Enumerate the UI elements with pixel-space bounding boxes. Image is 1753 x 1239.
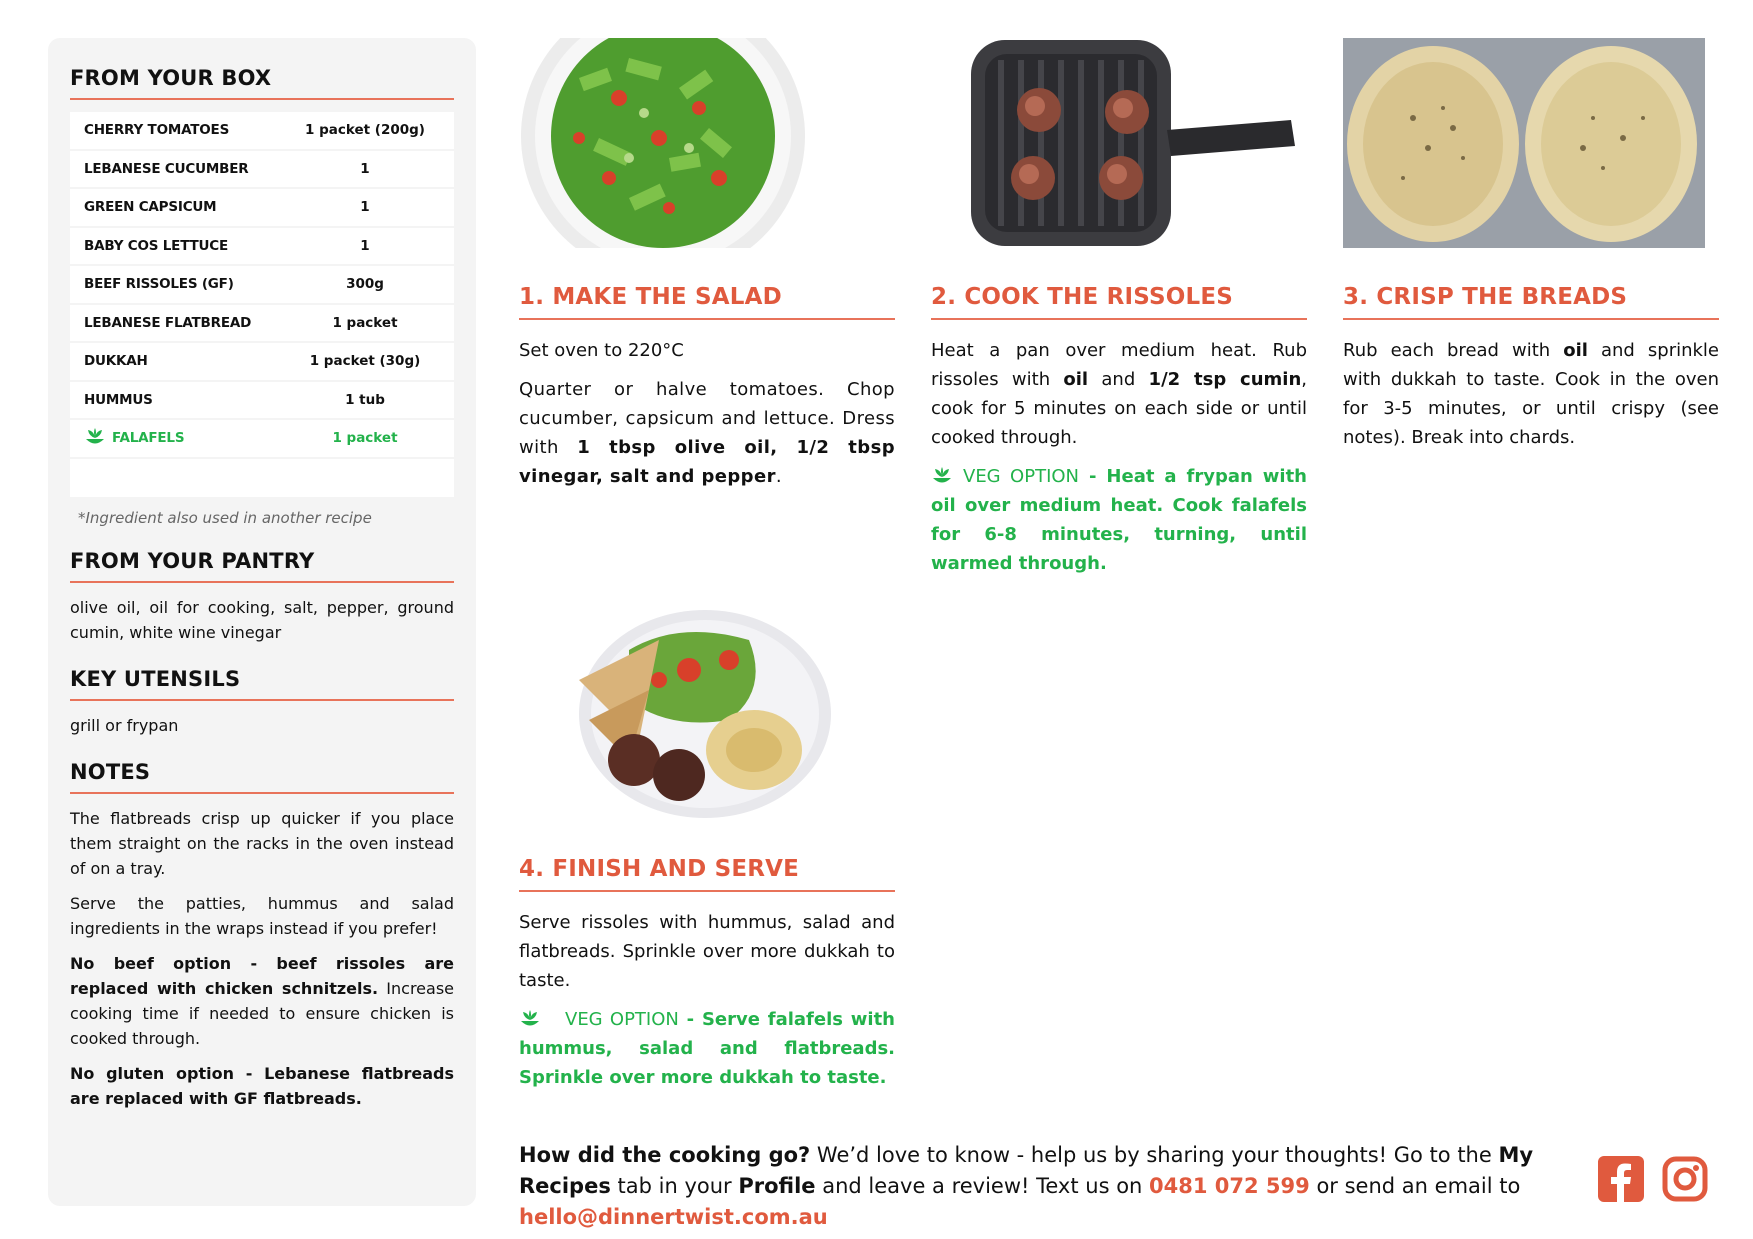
ingredients-table [70,112,454,497]
note-3 [70,951,454,1051]
ingredient-qty: 1 [360,160,370,177]
grill-pan-image [931,38,1307,248]
footer-question: How did the cooking go? [519,1143,811,1167]
notes-heading: NOTES [70,760,454,794]
step-1-title: 1. MAKE THE SALAD [519,284,895,320]
social-links [1598,1156,1708,1202]
step-3-text-1b: oil [1563,340,1588,361]
email-link[interactable]: hello@dinnertwist.com.au [519,1205,828,1229]
step-3-text-1c: and sprinkle with dukkah to taste. Cook in the oven for 3-5 minutes, or until crispy (see notes). Break into chards. [1343,340,1719,448]
table-row [70,266,454,305]
step-3-title: 3. CRISP THE BREADS [1343,284,1719,320]
ingredient-qty: 1 [360,237,370,254]
pantry-text: olive oil, oil for cooking, salt, pepper, ground cumin, white wine vinegar [70,597,454,642]
table-row [70,382,454,421]
step-3-text-1a: Rub each bread with [1343,340,1564,361]
ingredient-name: DUKKAH [84,353,148,370]
step-1-text-2 [519,375,895,491]
step-4-veg-option [519,1005,895,1092]
table-row-veg [70,420,454,459]
ingredient-name: LEBANESE CUCUMBER [84,160,249,177]
ingredient-name: HUMMUS [84,391,153,408]
step-2-text-1d: 1/2 tsp cumin [1148,369,1302,390]
step-4-text-1: Serve rissoles with hummus, salad and flatbreads. Sprinkle over more dukkah to taste. [519,912,895,991]
step-4 [519,610,895,1102]
salad-bowl-image [519,38,895,248]
ingredient-qty: 1 packet (30g) [309,353,421,370]
notes-section [70,760,454,1111]
my-recipes-link[interactable]: My Recipes [519,1143,1534,1198]
ingredient-qty: 1 packet [332,430,398,447]
feedback-footer [519,1140,1569,1233]
table-row [70,305,454,344]
ingredient-name: GREEN CAPSICUM [84,199,217,216]
utensils-heading: KEY UTENSILS [70,667,454,701]
step-2-text-1a: Heat a pan over medium heat. Rub rissoles with [931,340,1307,390]
step-3 [1343,38,1719,462]
step-2-text-1e: , cook for 5 minutes on each side or until cooked through. [931,369,1307,448]
step-2-veg-option [931,462,1307,578]
veg-option-label: VEG OPTION [565,1009,679,1030]
phone-link[interactable]: 0481 072 599 [1149,1174,1310,1198]
table-row [70,112,454,151]
ingredient-name: BEEF RISSOLES (GF) [84,276,234,293]
step-1-text-2b: 1 tbsp olive oil, 1/2 tbsp vinegar, salt and pepper [519,437,895,487]
ingredient-name: LEBANESE FLATBREAD [84,314,252,331]
step-4-title: 4. FINISH AND SERVE [519,856,895,892]
ingredients-sidebar [48,38,476,1206]
footer-text-3: and leave a review! Text us on [815,1174,1150,1198]
note-1: The flatbreads crisp up quicker if you place them straight on the racks in the oven instead of on a tray. [70,808,454,878]
footer-text-1: We’d love to know - help us by sharing your thoughts! Go to the [810,1143,1499,1167]
step-1-text-1: Set oven to 220°C [519,340,684,361]
profile-link[interactable]: Profile [738,1174,816,1198]
table-row [70,228,454,267]
veg-leaf-icon [931,467,953,487]
note-4: No gluten option - Lebanese flatbreads are replaced with GF flatbreads. [70,1063,454,1108]
facebook-icon[interactable] [1598,1156,1644,1202]
flatbreads-image [1343,38,1719,248]
step-3-text-1 [1343,336,1719,452]
step-2 [931,38,1307,588]
ingredient-name-veg [84,428,290,448]
step-1-text-2c: . [775,466,782,487]
note-3-rest: Increase cooking time if needed to ensure chicken is cooked through. [70,978,455,1048]
note-2: Serve the patties, hummus and salad ingredients in the wraps instead if you prefer! [70,893,454,938]
step-1 [519,38,895,501]
table-row [70,343,454,382]
veg-option-label: VEG OPTION [963,466,1080,487]
note-3-bold: No beef option - beef rissoles are replaced with chicken schnitzels. [70,953,454,998]
pantry-heading: FROM YOUR PANTRY [70,549,454,583]
ingredient-footnote: *Ingredient also used in another recipe [78,508,372,527]
utensils-text: grill or frypan [70,715,179,735]
table-row [70,189,454,228]
finished-plate-image [519,610,895,820]
ingredient-name: CHERRY TOMATOES [84,122,230,139]
footer-text-2: tab in your [610,1174,739,1198]
ingredient-name: BABY COS LETTUCE [84,237,229,254]
pantry-section [70,549,454,645]
footer-text-4: or send an email to [1309,1174,1521,1198]
utensils-section [70,667,454,738]
ingredient-qty: 1 [360,199,370,216]
step-2-text-1 [931,336,1307,452]
ingredient-qty: 1 packet [332,314,398,331]
ingredient-qty: 300g [346,276,384,293]
step-1-text-2a: Quarter or halve tomatoes. Chop cucumber, capsicum and lettuce. Dress with [519,379,895,458]
from-box-heading: FROM YOUR BOX [70,66,454,100]
veg-leaf-icon [519,1010,541,1030]
falafels-label: FALAFELS [112,430,185,447]
ingredient-qty: 1 packet (200g) [305,122,425,139]
table-spacer [70,459,454,497]
table-row [70,151,454,190]
step-2-text-1c: and [1088,369,1149,390]
veg-leaf-icon [84,428,106,448]
ingredient-qty: 1 tub [345,391,385,408]
step-2-title: 2. COOK THE RISSOLES [931,284,1307,320]
instagram-icon[interactable] [1662,1156,1708,1202]
veg-option-text: - Heat a frypan with oil over medium heat. Cook falafels for 6-8 minutes, turning, until warmed through. [931,466,1307,574]
step-2-text-1b: oil [1063,369,1089,390]
veg-option-text: - Serve falafels with hummus, salad and flatbreads. Sprinkle over more dukkah to taste. [519,1009,895,1088]
